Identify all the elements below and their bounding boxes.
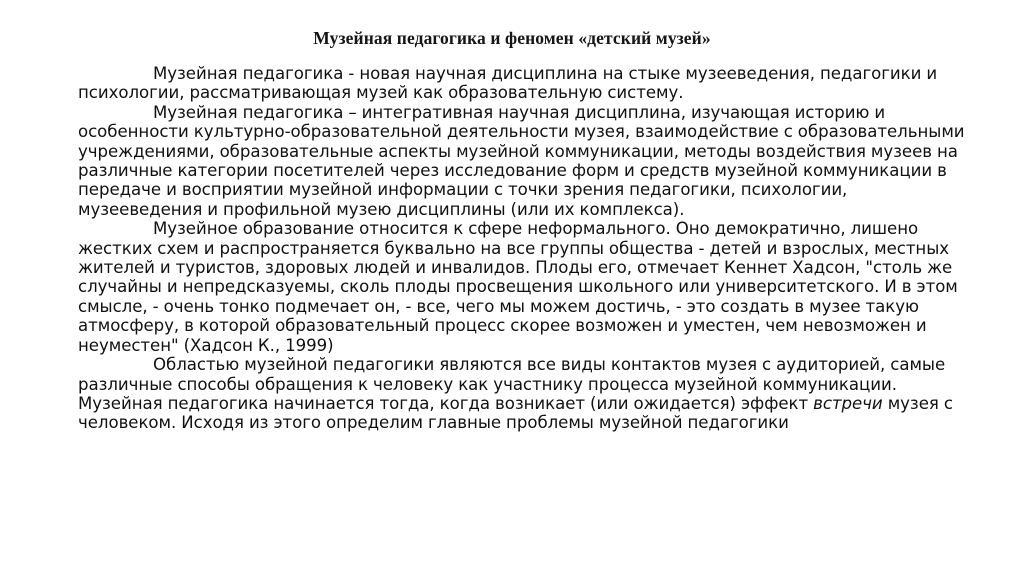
paragraph-3: Музейное образование относится к сфере неформального. Оно демократично, лишено жестких схем и распространяется буквально на все группы общества - детей и взрослых, местных жителей и туристов, здоровых людей и инвалидов. Плоды его, отмечает Кеннет Хадсон, "столь же случайны и непредсказуемы, сколь плоды просвещения школьного или университетского. И в этом смысле, - очень тонко подмечает он, - все, чего мы можем достичь, - это создать в музее такую атмосферу, в которой образовательный процесс скорее возможен и уместен, чем невозможен и неуместен" (Хадсон К., 1999) [78,219,958,355]
document-title: Музейная педагогика и феномен «детский музей» [313,28,711,48]
document-body [78,64,966,433]
paragraph-1: Музейная педагогика - новая научная дисциплина на стыке музееведения, педагогики и психологии, рассматривающая музей как образовательную систему. [78,64,938,103]
paragraph-4-emphasized-word: встречи [813,393,883,413]
paragraph-4 [78,355,966,433]
paragraph-4-text-after-italic: музея с человеком. Исходя из этого определим главные проблемы музейной педагогики [78,393,953,433]
paragraph-2: Музейная педагогика – интегративная научная дисциплина, изучающая историю и особенности культурно-образовательной деятельности музея, взаимодействие с образовательными учреждениями, образовательные аспекты музейной коммуникации, методы воздействия музеев на различные категории посетителей через исследование форм и средств музейной коммуникации в передаче и восприятии музейной информации с точки зрения педагогики, психологии, музееведения и профильной музею дисциплины (или их комплекса). [78,102,965,219]
paragraph-4-text-before-italic: Областью музейной педагогики являются все виды контактов музея с аудиторией, самые различные способы обращения к человеку как участнику процесса музейной коммуникации. Музейная педагогика начинается тогда, когда возникает (или ожидается) эффект [78,355,946,413]
